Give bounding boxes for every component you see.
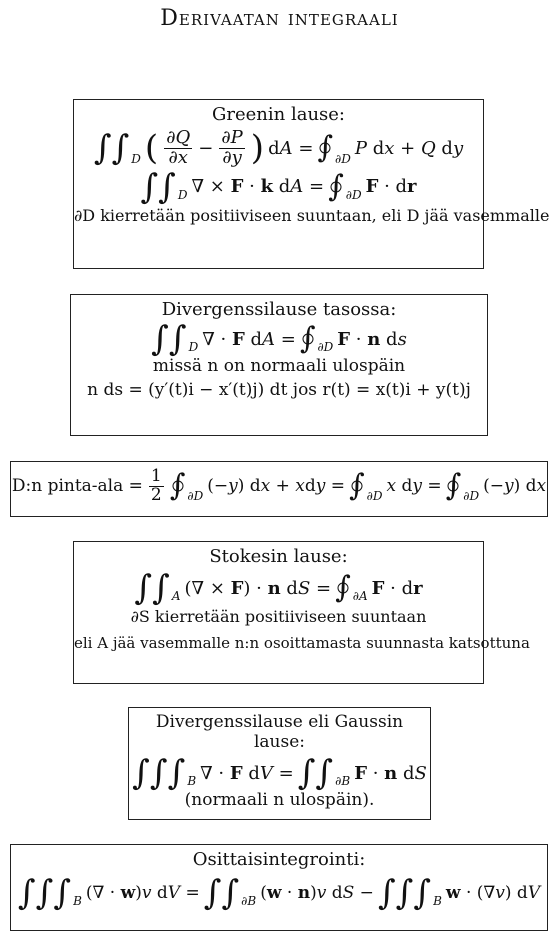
divergence-plane-heading: Divergenssilause tasossa: bbox=[161, 299, 397, 320]
gauss-heading: Divergenssilause eli Gaussin lause: bbox=[155, 712, 404, 752]
gauss-formula: ∫∫∫ B ∇ · F dV = ∫∫ ∂B F · n dS bbox=[132, 753, 427, 793]
stokes-heading: Stokesin lause: bbox=[209, 546, 348, 567]
green-theorem-box bbox=[73, 99, 550, 269]
integration-by-parts-box bbox=[10, 844, 548, 931]
stokes-theorem-box bbox=[73, 541, 530, 684]
area-formula-box bbox=[10, 461, 548, 517]
area-formula: D:n pinta-ala = $\frac{1}{2}$ ∫ ∂D (−y) dx + xdy = ∫ ∂D x dy = ∫ ∂D (−y) dx bbox=[11, 466, 547, 505]
divergence-plane-box bbox=[70, 294, 488, 436]
divergence-plane-note-2: n ds = (y′(t)i − x′(t)j) dt jos r(t) = x(t)i + y(t)j bbox=[87, 380, 471, 400]
gauss-note: (normaali n ulospäin). bbox=[184, 790, 375, 810]
gauss-theorem-box bbox=[128, 707, 431, 820]
green-formula-1: ∫∫ D ( $\frac{\partial Q}{\partial x}$ − $\frac{\partial P}{\partial y}$ ) dA = ∫ ∂D P dx + Q dy bbox=[93, 127, 464, 169]
integration-by-parts-heading: Osittaisintegrointi: bbox=[192, 849, 366, 870]
green-formula-2: ∫∫ D ∇ × F · k dA = ∫ ∂D F · dr bbox=[140, 166, 417, 207]
green-note: ∂D kierretään positiiviseen suuntaan, eli D jää vasemmalle bbox=[74, 205, 550, 225]
stokes-note-1: ∂S kierretään positiiviseen suuntaan bbox=[130, 607, 427, 626]
green-heading: Greenin lause: bbox=[212, 104, 345, 125]
stokes-formula: ∫∫ A (∇ × F) · n dS = ∫ ∂A F · dr bbox=[134, 568, 423, 608]
integration-by-parts-formula: ∫∫∫ B (∇ · w)v dV = ∫∫ ∂B (w · n)v dS − ∫∫∫ B w · (∇v) dV bbox=[17, 873, 541, 913]
divergence-plane-note-1: missä n on normaali ulospäin bbox=[152, 356, 406, 376]
stokes-note-2: eli A jää vasemmalle n:n osoittamasta suunnasta katsottuna bbox=[74, 634, 530, 652]
divergence-plane-formula: ∫∫ D ∇ · F dA = ∫ ∂D F · n ds bbox=[151, 319, 407, 359]
area-lead: D:n pinta-ala = bbox=[11, 476, 143, 497]
page-title: Derivaatan integraali bbox=[160, 6, 399, 31]
